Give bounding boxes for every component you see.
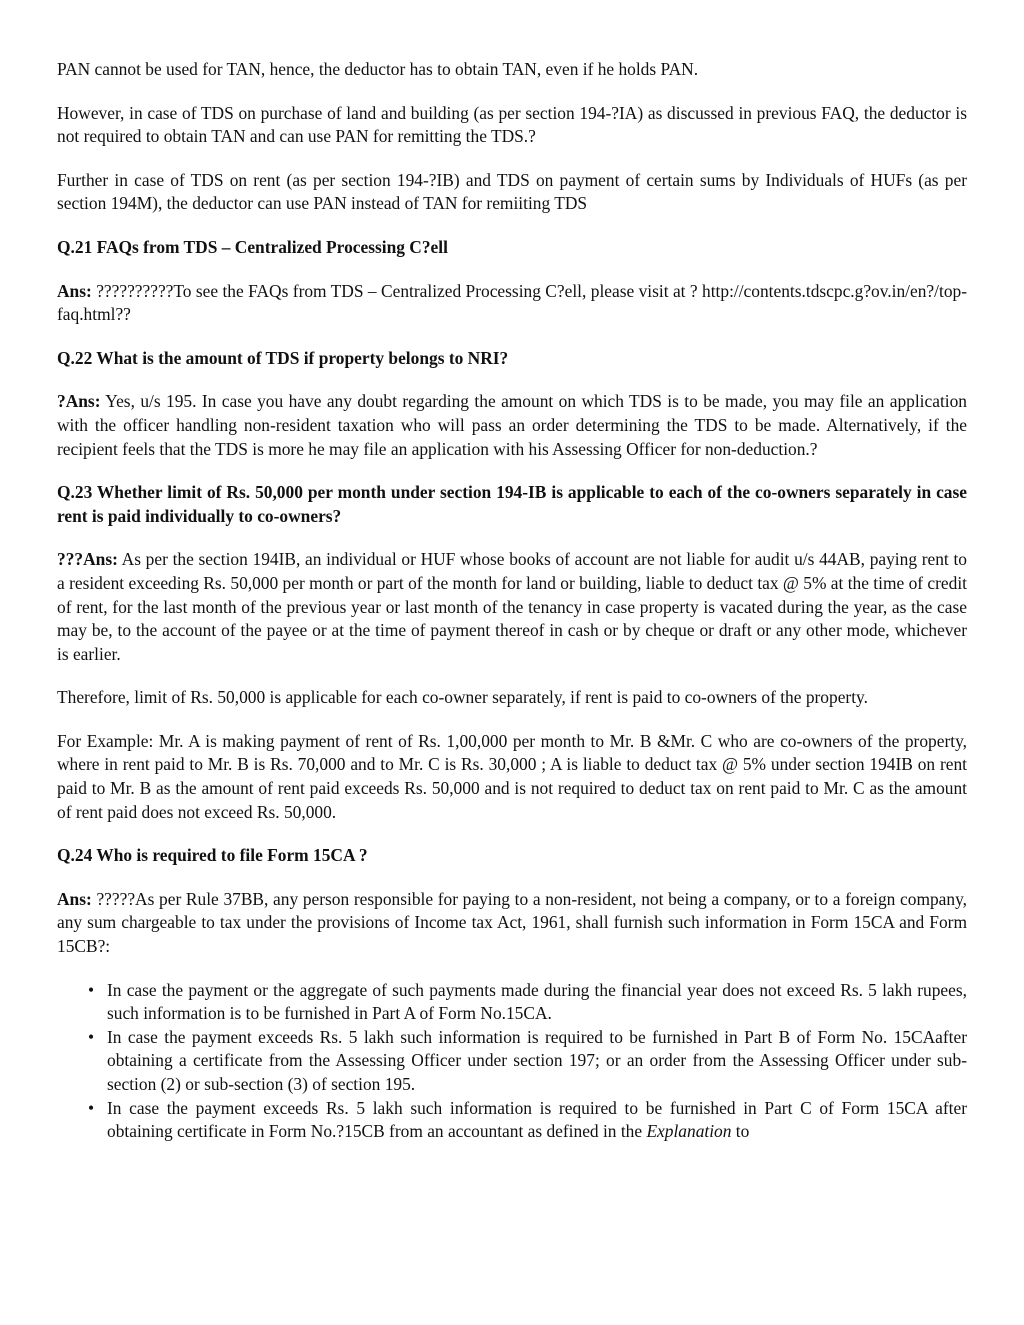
answer-label: ?Ans: (57, 391, 101, 412)
answer-21 (57, 280, 967, 327)
question-24: Q.24 Who is required to file Form 15CA ? (57, 845, 368, 866)
answer-label: Ans: (57, 888, 92, 909)
form-15ca-bullet-list (57, 979, 967, 1144)
document-page (57, 58, 967, 1144)
answer-label: ???Ans: (57, 549, 118, 570)
bullet-item (107, 1097, 967, 1144)
answer-23-conclusion: Therefore, limit of Rs. 50,000 is applicable for each co-owner separately, if rent is paid to co-owners of the property. (57, 687, 868, 708)
paragraph-pan-tan: PAN cannot be used for TAN, hence, the deductor has to obtain TAN, even if he holds PAN. (57, 59, 699, 79)
bullet-item: • In case the payment exceeds Rs. 5 lakh such information is required to be furnished in Part B of Form No. 15CAafter obtaining a certificate from the Assessing Officer under section 197; or an order from the Assessing Officer under sub-section (2) or sub-section (3) of section 195. (107, 1026, 967, 1097)
answer-24 (57, 888, 967, 959)
paragraph-194ib-194m: Further in case of TDS on rent (as per section 194-?IB) and TDS on payment of certain sums by Individuals of HUFs (as per section 194M), the deductor can use PAN instead of TAN for remiiting TDS (57, 169, 967, 214)
paragraph-194ia: However, in case of TDS on purchase of land and building (as per section 194-?IA) as discussed in previous FAQ, the deductor is not required to obtain TAN and can use PAN for remitting the TDS.? (57, 102, 967, 147)
answer-text: ?????As per Rule 37BB, any person responsible for paying to a non-resident, not being a company, or to a foreign company, any sum chargeable to tax under the provisions of Income tax Act, 1961, shall furnish such information in Form 15CA and Form 15CB?: (57, 888, 967, 957)
bullet-text-tail: to (731, 1121, 750, 1142)
answer-text: ??????????To see the FAQs from TDS – Centralized Processing C?ell, please visit at ? http://contents.tdscpc.g?ov.in/en?/top-faq.html?? (57, 280, 967, 325)
answer-text: As per the section 194IB, an individual or HUF whose books of account are not liable for audit u/s 44AB, paying rent to a resident exceeding Rs. 50,000 per month or part of the month for land or building, liable to deduct tax @ 5% at the time of credit of rent, for the last month of the previous year or last month of the tenancy in case property is vacated during the year, as the case may be, to the account of the payee or at the time of payment thereof in cash or by cheque or draft or any other mode, whichever is earlier. (57, 549, 967, 664)
answer-23 (57, 548, 967, 666)
bullet-item: • In case the payment or the aggregate of such payments made during the financial year does not exceed Rs. 5 lakh rupees, such information is to be furnished in Part A of Form No.15CA. (107, 979, 967, 1026)
answer-23-example: For Example: Mr. A is making payment of rent of Rs. 1,00,000 per month to Mr. B &Mr. C who are co-owners of the property, where in rent paid to Mr. B is Rs. 70,000 and to Mr. C is Rs. 30,000 ; A is liable to deduct tax @ 5% under section 194IB on rent paid to Mr. B as the amount of rent paid exceeds Rs. 50,000 and is not required to deduct tax on rent paid to Mr. C as the amount of rent paid does not exceed Rs. 50,000. (57, 730, 967, 822)
answer-22 (57, 390, 967, 461)
question-21: Q.21 FAQs from TDS – Centralized Processing C?ell (57, 236, 448, 257)
question-22: Q.22 What is the amount of TDS if property belongs to NRI? (57, 347, 509, 368)
answer-label: Ans: (57, 280, 92, 301)
bullet-italic-term: Explanation (646, 1121, 732, 1142)
answer-text: Yes, u/s 195. In case you have any doubt regarding the amount on which TDS is to be made, you may file an application with the officer handling non-resident taxation who will pass an order determining the TDS to be made. Alternatively, if the recipient feels that the TDS is more he may file an application with his Assessing Officer for non-deduction.? (57, 391, 967, 459)
question-23: Q.23 Whether limit of Rs. 50,000 per month under section 194-IB is applicable to each of the co-owners separately in case rent is paid individually to co-owners? (57, 482, 967, 526)
bullet-text: In case the payment exceeds Rs. 5 lakh such information is required to be furnished in Part C of Form 15CA after obtaining certificate in Form No.?15CB from an accountant as defined in the (107, 1097, 967, 1142)
